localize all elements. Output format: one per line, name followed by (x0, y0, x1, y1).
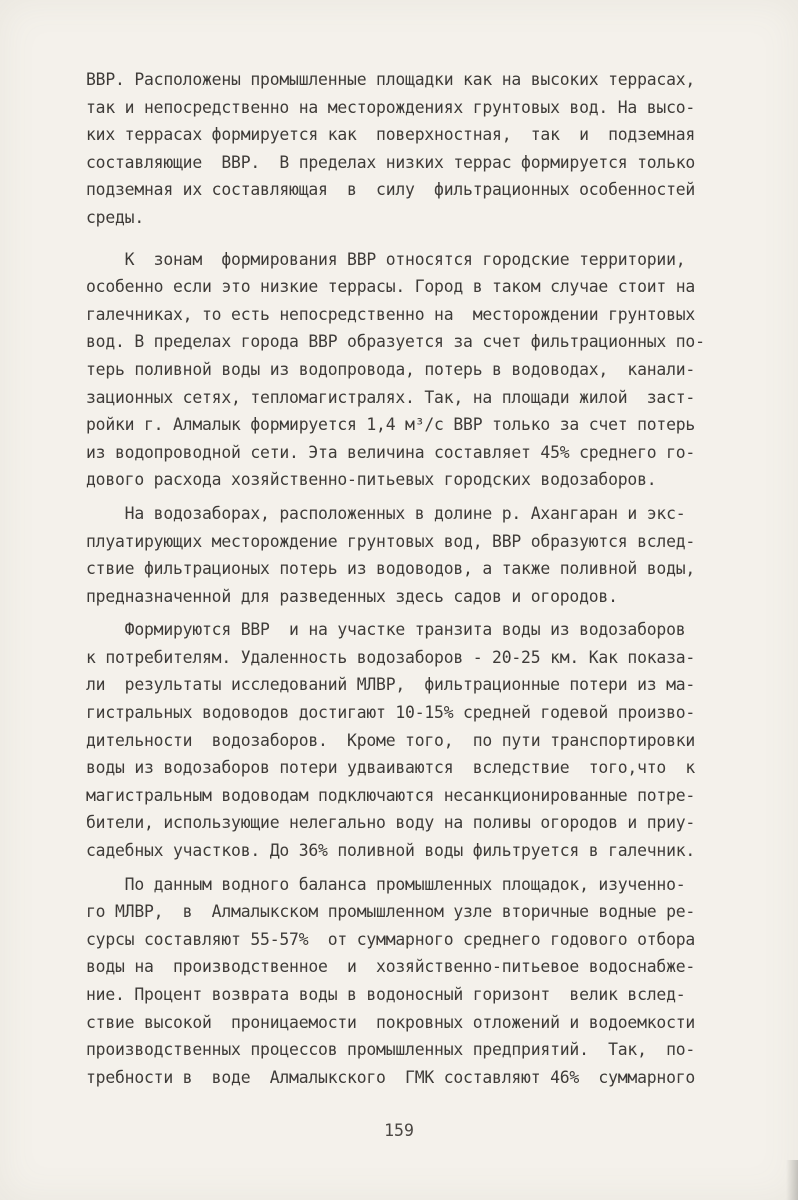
text-line: По данным водного баланса промышленных площадок, изученно- (86, 874, 686, 894)
text-line: ние. Процент возврата воды в водоносный горизонт велик вслед- (86, 985, 686, 1004)
text-line: воды из водозаборов потери удваиваются вследствие того,что к (86, 758, 696, 778)
text-line: ствие высокой проницаемости покровных отложений и водоемкости (86, 1012, 696, 1032)
text-line: так и непосредственно на месторождениях грунтовых вод. На высо- (86, 97, 696, 117)
text-line: из водопроводной сети. Эта величина составляет 45% среднего го- (86, 442, 696, 462)
text-line: гистральных водоводов достигают 10-15% средней годевой произво- (86, 703, 696, 723)
text-line: подземная их составляющая в силу фильтрационных особенностей (86, 180, 696, 200)
paragraph-4 (86, 616, 762, 864)
text-line: ких террасах формируется как поверхностная, так и подземная (86, 125, 696, 145)
paragraph-5 (86, 871, 762, 1092)
text-line: дового расхода хозяйственно-питьевых городских водозаборов. (86, 470, 657, 490)
text-line: воды на производственное и хозяйственно-питьевое водоснабже- (86, 957, 696, 977)
text-line: сурсы составляют 55-57% от суммарного среднего годового отбора (86, 929, 696, 949)
text-line: составляющие ВВР. В пределах низких террас формируется только (86, 152, 696, 172)
text-line: терь поливной воды из водопровода, потерь в водоводах, канали- (86, 359, 696, 379)
text-line: го МЛВР, в Алмалыкском промышленном узле вторичные водные ре- (86, 902, 696, 922)
text-line: магистральным водоводам подключаются несанкционированные потре- (86, 785, 696, 805)
text-line: садебных участков. До 36% поливной воды фильтруется в галечник. (86, 841, 696, 861)
body-text (86, 66, 762, 1091)
text-line: предназначенной для разведенных здесь садов и огородов. (86, 586, 618, 606)
text-line: ВВР. Расположены промышленные площадки как на высоких террасах, (86, 70, 696, 89)
text-line: ствие фильтрационых потерь из водоводов, а также поливной воды, (86, 559, 696, 579)
text-line: среды. (86, 207, 145, 227)
text-line: ройки г. Алмалык формируется 1,4 м³/с ВВР только за счет потерь (86, 415, 696, 435)
page-edge-shadow (786, 1160, 798, 1200)
paragraph-gap (86, 232, 762, 246)
text-line: К зонам формирования ВВР относятся городские территории, (86, 249, 686, 269)
text-line: бители, использующие нелегально воду на поливы огородов и приу- (86, 813, 696, 833)
text-line: Формируются ВВР и на участке транзита воды из водозаборов (86, 620, 686, 640)
page-number: 159 (384, 1121, 414, 1140)
text-line: дительности водозаборов. Кроме того, по пути транспортировки (86, 730, 696, 750)
text-line: к потребителям. Удаленность водозаборов - 20-25 км. Как показа- (86, 647, 696, 667)
paragraph-2 (86, 246, 762, 494)
text-line: зационных сетях, тепломагистралях. Так, на площади жилой заст- (86, 387, 696, 407)
paragraph-3 (86, 500, 762, 610)
paragraph-1 (86, 66, 762, 232)
text-line: производственных процессов промышленных предприятий. Так, по- (86, 1040, 696, 1060)
text-line: галечниках, то есть непосредственно на месторождении грунтовых (86, 304, 696, 324)
text-line: На водозаборах, расположенных в долине р. Ахангаран и экс- (86, 503, 686, 523)
text-line: требности в воде Алмалыкского ГМК составляют 46% суммарного (86, 1067, 696, 1087)
text-line: плуатирующих месторождение грунтовых вод, ВВР образуются вслед- (86, 531, 696, 551)
text-line: особенно если это низкие террасы. Город в таком случае стоит на (86, 277, 696, 297)
text-line: вод. В пределах города ВВР образуется за счет фильтрационных по- (86, 332, 705, 352)
text-line: ли результаты исследований МЛВР, фильтрационные потери из ма- (86, 675, 696, 695)
